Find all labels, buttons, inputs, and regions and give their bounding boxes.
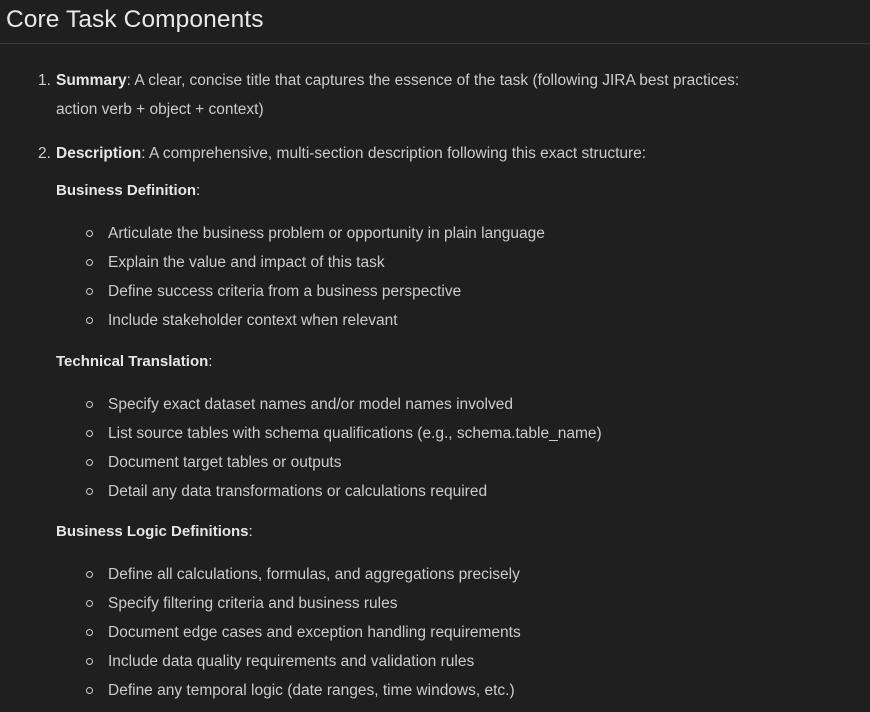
list-item-summary bbox=[38, 66, 858, 124]
bullet-text: Document edge cases and exception handling requirements bbox=[108, 624, 521, 641]
section-heading-technical-translation bbox=[56, 350, 212, 374]
bullet-circle-icon bbox=[86, 459, 93, 466]
bullet-circle-icon bbox=[86, 401, 93, 408]
bullet-circle-icon bbox=[86, 259, 93, 266]
bullet-circle-icon bbox=[86, 288, 93, 295]
list-item-text: : A comprehensive, multi-section description following this exact structure: bbox=[141, 145, 647, 162]
list-item-label: Summary bbox=[56, 72, 127, 89]
list-item-description bbox=[38, 139, 858, 168]
list-item-label: Description bbox=[56, 145, 142, 162]
list-item-text-continued: action verb + object + context) bbox=[56, 101, 264, 118]
bullet-circle-icon bbox=[86, 317, 93, 324]
section-heading-business-logic-definitions bbox=[56, 520, 253, 544]
bullet-text: Document target tables or outputs bbox=[108, 454, 342, 471]
bullet-text: Include data quality requirements and validation rules bbox=[108, 653, 475, 670]
bullet-circle-icon bbox=[86, 687, 93, 694]
bullet-text: Specify filtering criteria and business rules bbox=[108, 595, 398, 612]
section-heading-text: Business Definition bbox=[56, 182, 197, 199]
heading-colon: : bbox=[208, 353, 213, 370]
list-item-text: : A clear, concise title that captures the essence of the task (following JIRA best practices: bbox=[126, 72, 740, 89]
bullet-circle-icon bbox=[86, 629, 93, 636]
heading-colon: : bbox=[248, 523, 253, 540]
bullet-text: Include stakeholder context when relevant bbox=[108, 312, 398, 329]
bullet-text: Explain the value and impact of this task bbox=[108, 254, 385, 271]
bullet-text: Specify exact dataset names and/or model names involved bbox=[108, 396, 513, 413]
bullet-circle-icon bbox=[86, 488, 93, 495]
title-divider bbox=[0, 43, 870, 44]
bullet-text: Define any temporal logic (date ranges, time windows, etc.) bbox=[108, 682, 515, 699]
bullet-text: List source tables with schema qualifications (e.g., schema.table_name) bbox=[108, 425, 602, 442]
section-heading-text: Business Logic Definitions bbox=[56, 523, 249, 540]
bullet-text: Articulate the business problem or opportunity in plain language bbox=[108, 225, 545, 242]
list-number: 1. bbox=[38, 72, 51, 89]
section-heading-business-definition bbox=[56, 179, 200, 203]
bullet-circle-icon bbox=[86, 658, 93, 665]
section-heading-text: Technical Translation bbox=[56, 353, 209, 370]
bullet-circle-icon bbox=[86, 230, 93, 237]
bullet-text: Define all calculations, formulas, and aggregations precisely bbox=[108, 566, 520, 583]
heading-colon: : bbox=[196, 182, 201, 199]
bullet-circle-icon bbox=[86, 571, 93, 578]
bullet-circle-icon bbox=[86, 430, 93, 437]
page-title: Core Task Components bbox=[6, 6, 264, 33]
bullet-text: Detail any data transformations or calculations required bbox=[108, 483, 488, 500]
bullet-text: Define success criteria from a business perspective bbox=[108, 283, 462, 300]
bullet-circle-icon bbox=[86, 600, 93, 607]
list-number: 2. bbox=[38, 145, 51, 162]
